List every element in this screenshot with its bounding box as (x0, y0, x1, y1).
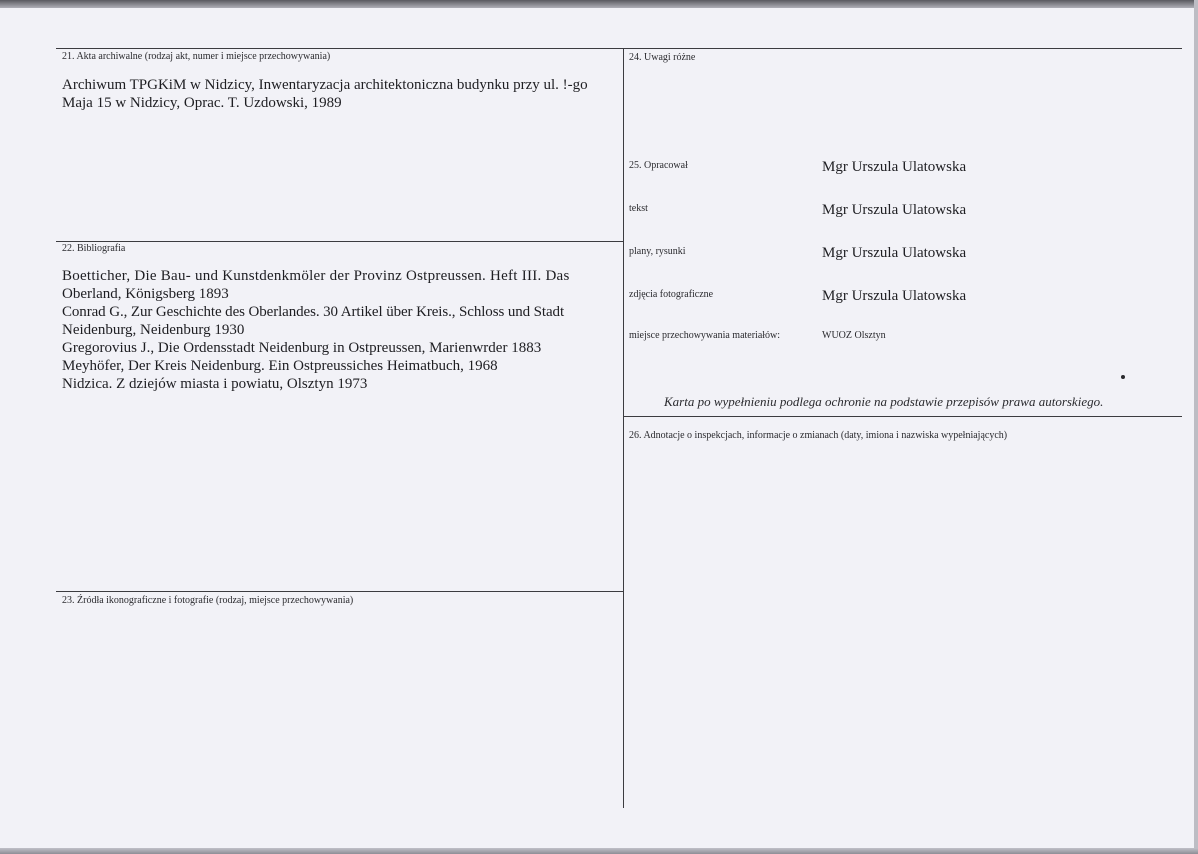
column-divider (623, 48, 624, 808)
record-card-page (0, 8, 1194, 848)
section-25-label: 25. Opracował (629, 160, 688, 171)
section-21-text (62, 76, 618, 112)
divider-21-22 (56, 241, 623, 242)
copyright-note: Karta po wypełnieniu podlega ochronie na podstawie przepisów prawa autorskiego. (664, 394, 1104, 409)
scan-edge-right (1194, 0, 1198, 854)
text-author-label: tekst (629, 203, 648, 214)
section-22-label: 22. Bibliografia (62, 243, 126, 254)
plans-author-name: Mgr Urszula Ulatowska (822, 245, 967, 261)
divider-25-26 (623, 416, 1182, 417)
top-border-line (56, 48, 1182, 49)
scan-edge-top (0, 0, 1198, 8)
plans-author-label: plany, rysunki (629, 246, 686, 257)
text-author-name: Mgr Urszula Ulatowska (822, 202, 967, 218)
section-21-line: Archiwum TPGKiM w Nidzicy, Inwentaryzacja architektoniczna budynku przy ul. !-go (62, 77, 588, 93)
bibliography-line: Boetticher, Die Bau- und Kunstdenkmöler der Provinz Ostpreussen. Heft III. Das (62, 268, 570, 284)
section-21-line: Maja 15 w Nidzicy, Oprac. T. Uzdowski, 1989 (62, 95, 342, 111)
section-22-bibliography (62, 267, 618, 393)
bibliography-line: Conrad G., Zur Geschichte des Oberlandes. 30 Artikel über Kreis., Schloss und Stadt (62, 304, 565, 320)
storage-value: WUOZ Olsztyn (822, 330, 886, 341)
photos-author-label: zdjęcia fotograficzne (629, 289, 714, 300)
section-23-label: 23. Źródła ikonograficzne i fotografie (rodzaj, miejsce przechowywania) (62, 595, 354, 606)
bibliography-line: Oberland, Königsberg 1893 (62, 286, 229, 302)
photos-author-name: Mgr Urszula Ulatowska (822, 288, 967, 304)
section-26-label: 26. Adnotacje o inspekcjach, informacje o zmianach (daty, imiona i nazwiska wypełniających) (629, 430, 1008, 441)
section-21-label: 21. Akta archiwalne (rodzaj akt, numer i miejsce przechowywania) (62, 51, 331, 62)
author-name: Mgr Urszula Ulatowska (822, 159, 967, 175)
divider-22-23 (56, 591, 623, 592)
bibliography-line: Gregorovius J., Die Ordensstadt Neidenburg in Ostpreussen, Marienwrder 1883 (62, 340, 542, 356)
section-24-label: 24. Uwagi różne (629, 52, 696, 63)
ink-speck (1121, 375, 1125, 379)
bibliography-line: Neidenburg, Neidenburg 1930 (62, 322, 245, 338)
bibliography-line: Nidzica. Z dziejów miasta i powiatu, Olsztyn 1973 (62, 376, 368, 392)
scan-edge-bottom (0, 848, 1198, 854)
bibliography-line: Meyhöfer, Der Kreis Neidenburg. Ein Ostpreussiches Heimatbuch, 1968 (62, 358, 498, 374)
storage-label: miejsce przechowywania materiałów: (629, 330, 781, 341)
